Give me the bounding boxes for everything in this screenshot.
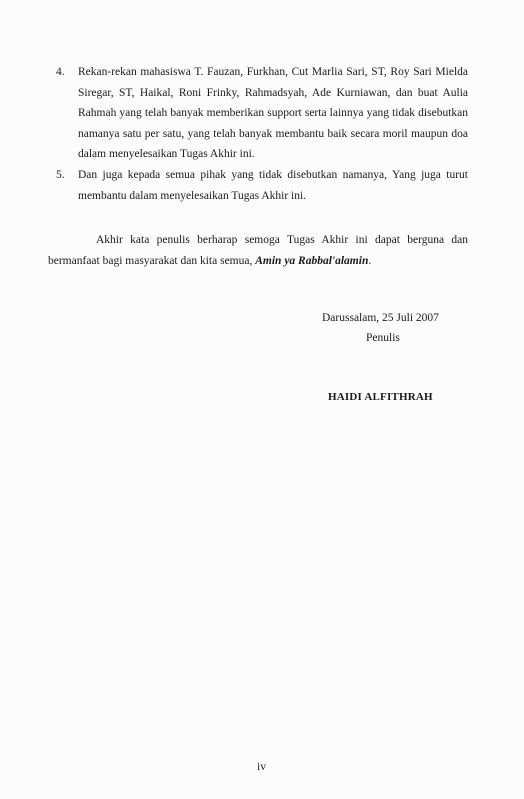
list-item-text: Dan juga kepada semua pihak yang tidak disebutkan namanya, Yang juga turut membantu dalam menyelesaikan Tugas Akhir ini.: [78, 168, 468, 202]
closing-emphasis: Amin ya Rabbal'alamin: [255, 255, 369, 267]
acknowledgement-list: [48, 62, 468, 206]
page-number: iv: [257, 761, 266, 773]
list-item: [48, 165, 468, 206]
closing-paragraph: [48, 230, 468, 272]
closing-end: .: [368, 255, 372, 267]
list-item-number: 4.: [56, 66, 65, 78]
place-date: Darussalam, 25 Juli 2007: [322, 312, 439, 324]
writer-label: Penulis: [366, 332, 400, 344]
closing-text: Akhir kata penulis berharap semoga Tugas Akhir ini dapat berguna dan bermanfaat bagi masyarakat dan kita semua,: [48, 234, 468, 267]
author-name: HAIDI ALFITHRAH: [328, 391, 433, 403]
list-item-number: 5.: [56, 168, 65, 181]
list-item-text: Rekan-rekan mahasiswa T. Fauzan, Furkhan, Cut Marlia Sari, ST, Roy Sari Mielda Siregar, ST, Haikal, Roni Frinky, Rahmadsyah, Ade Kurniawan, dan buat Aulia Rahmah yang telah banyak memberikan support serta lainnya yang tidak disebutkan namanya satu per satu, yang telah banyak membantu baik secara moril maupun doa dalam menyelesaikan Tugas Akhir ini.: [78, 66, 468, 161]
list-item: [48, 62, 468, 165]
